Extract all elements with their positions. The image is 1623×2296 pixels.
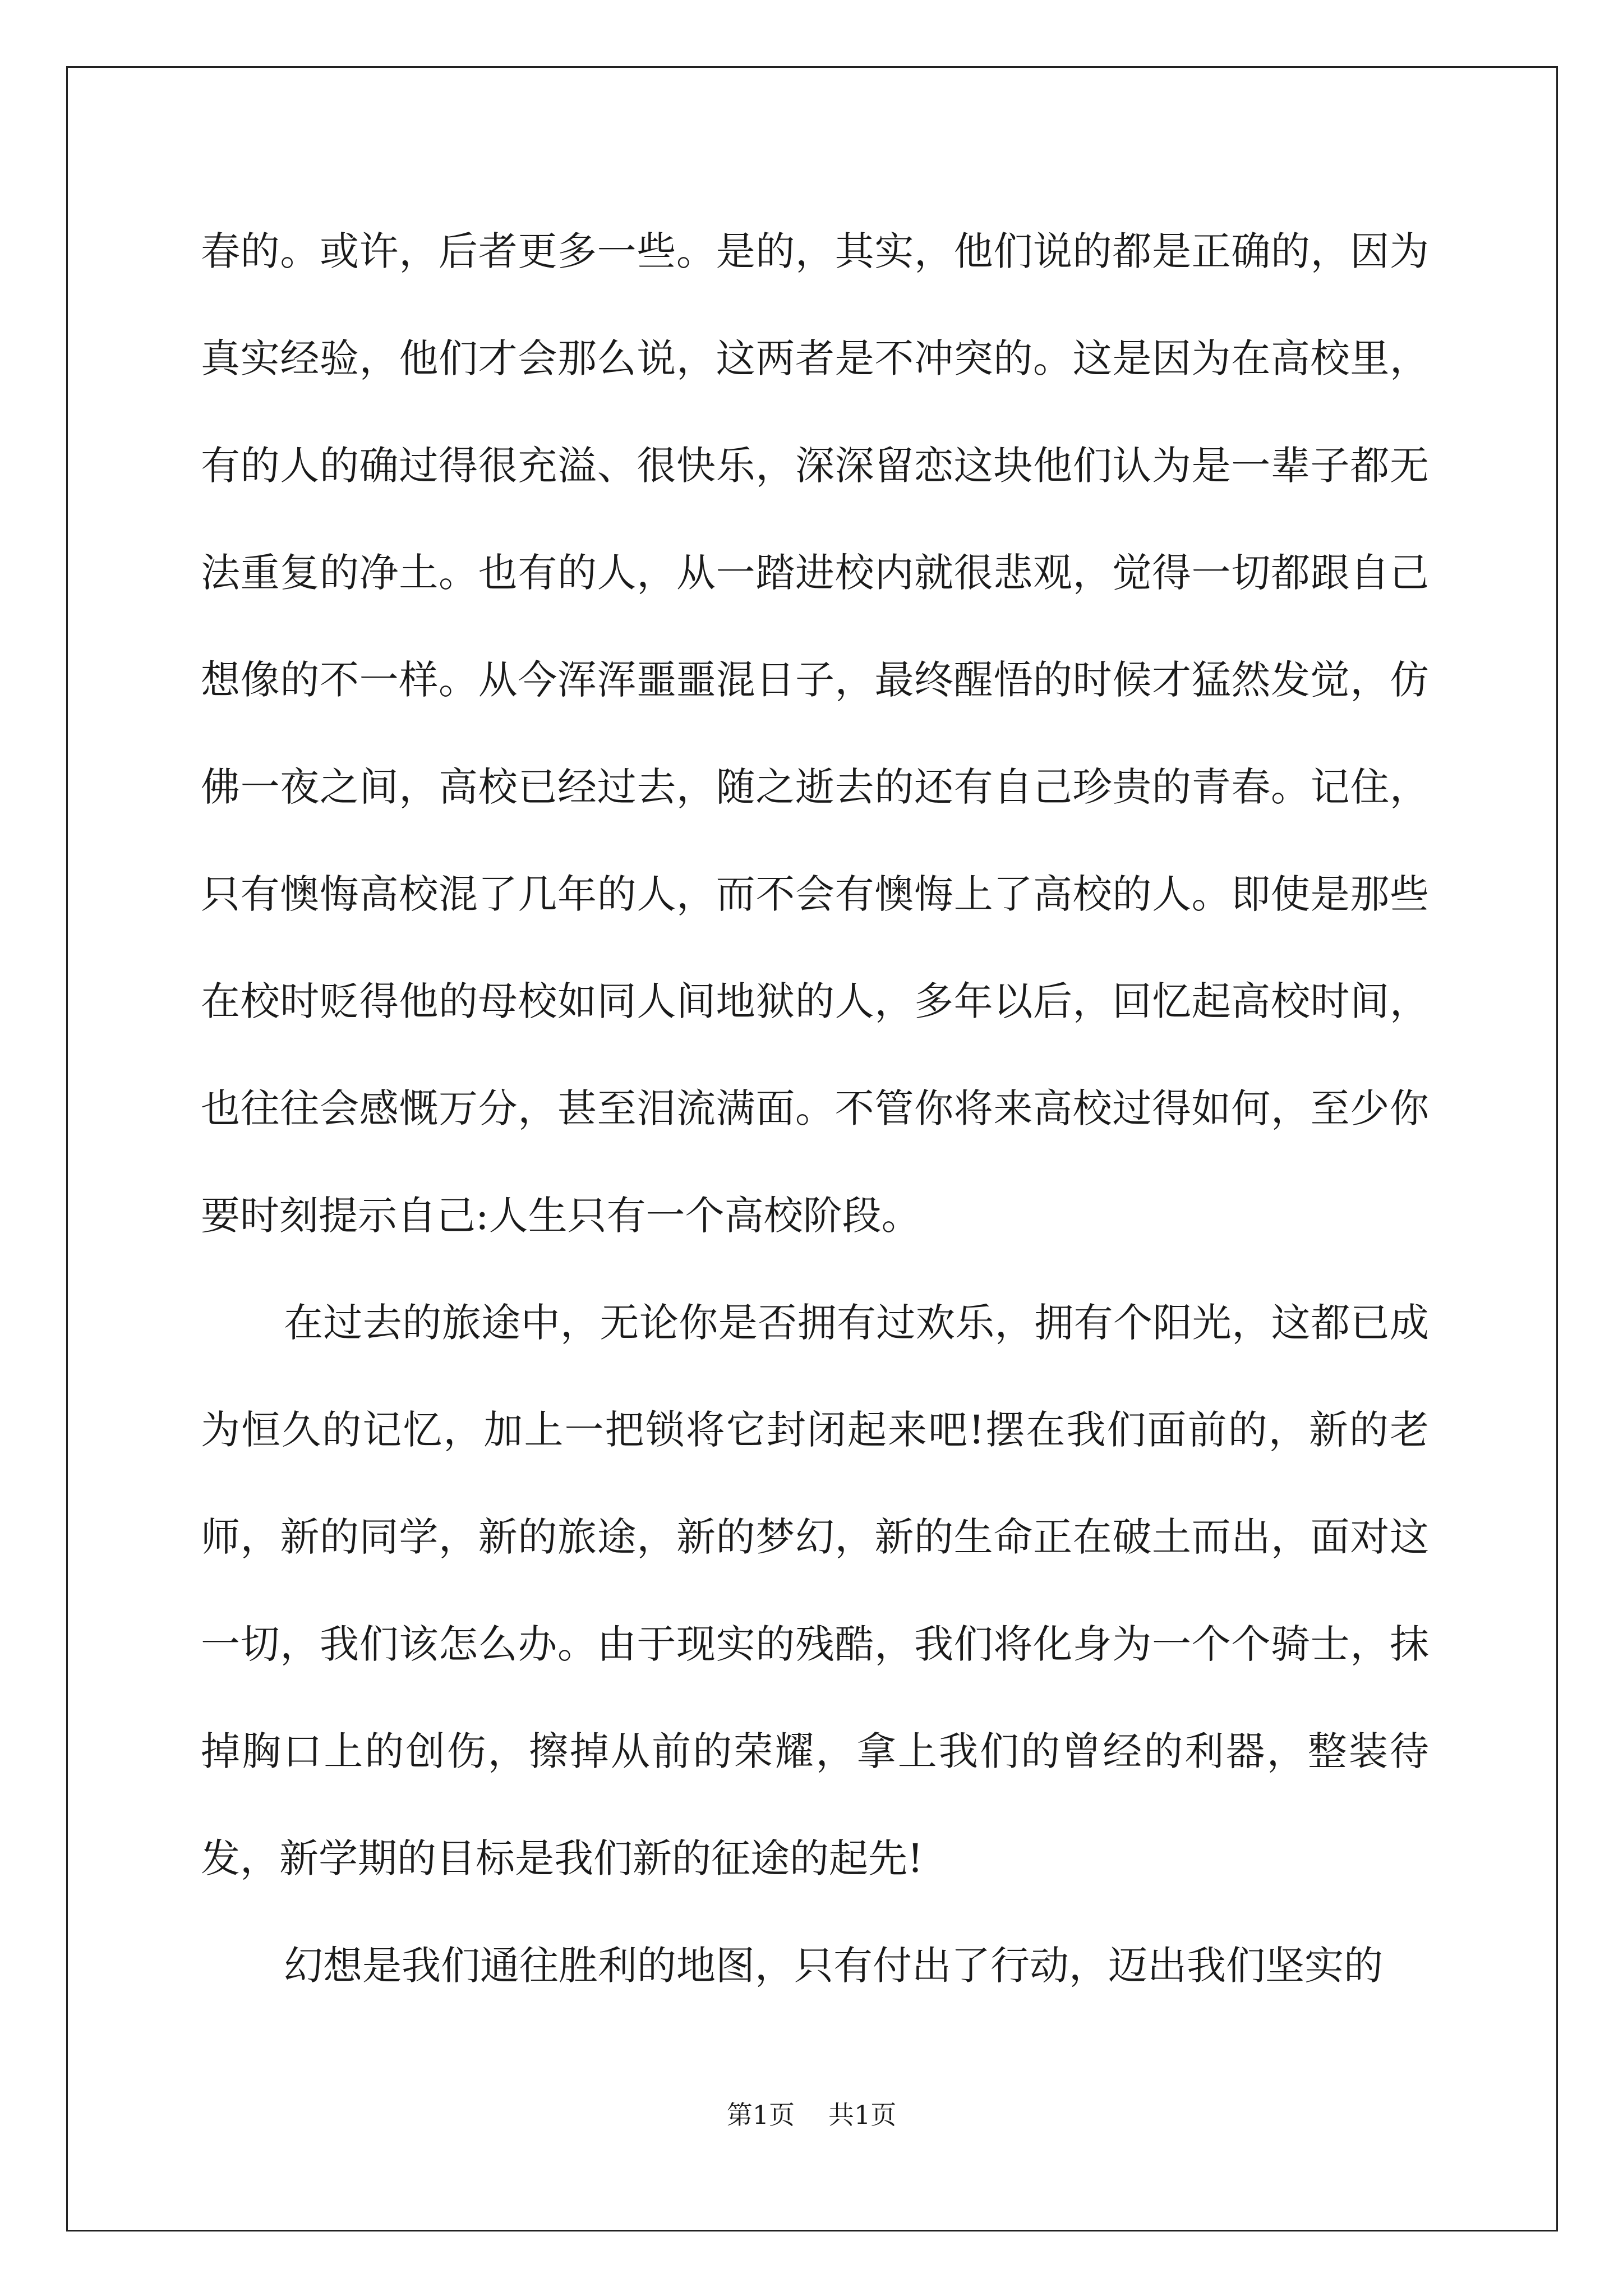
paragraph-1: 春的。或许，后者更多一些。是的，其实，他们说的都是正确的，因为真实经验，他们才会那么说，这两者是不冲突的。这是因为在高校里，有的人的确过得很充溢、很快乐，深深留恋这块他们认为是一辈子都无法重复的净土。也有的人，从一踏进校内就很悲观，觉得一切都跟自己想像的不一样。从今浑浑噩噩混日子，最终醒悟的时候才猛然发觉，仿佛一夜之间，高校已经过去，随之逝去的还有自己珍贵的青春。记住，只有懊悔高校混了几年的人，而不会有懊悔上了高校的人。即使是那些在校时贬得他的母校如同人间地狱的人，多年以后，回忆起高校时间，也往往会感慨万分，甚至泪流满面。不管你将来高校过得如何，至少你要时刻提示自己:人生只有一个高校阶段。: [201, 228, 1429, 1239]
page-footer: [0, 2098, 1623, 2132]
document-body: [201, 198, 1429, 2019]
paragraph-2: 在过去的旅途中，无论你是否拥有过欢乐，拥有个阳光，这都已成为恒久的记忆，加上一把锁将它封闭起来吧!摆在我们面前的，新的老师，新的同学，新的旅途，新的梦幻，新的生命正在破土而出，面对这一切，我们该怎么办。由于现实的残酷，我们将化身为一个个骑士，抹掉胸口上的创伤，擦掉从前的荣耀，拿上我们的曾经的利器，整装待发，新学期的目标是我们新的征途的起先!: [201, 1300, 1429, 1881]
page-total: 共1页: [828, 2100, 897, 2130]
page-number: 第1页: [726, 2100, 795, 2130]
paragraph-3: 幻想是我们通往胜利的地图，只有付出了行动，迈出我们坚实的: [284, 1943, 1383, 1989]
